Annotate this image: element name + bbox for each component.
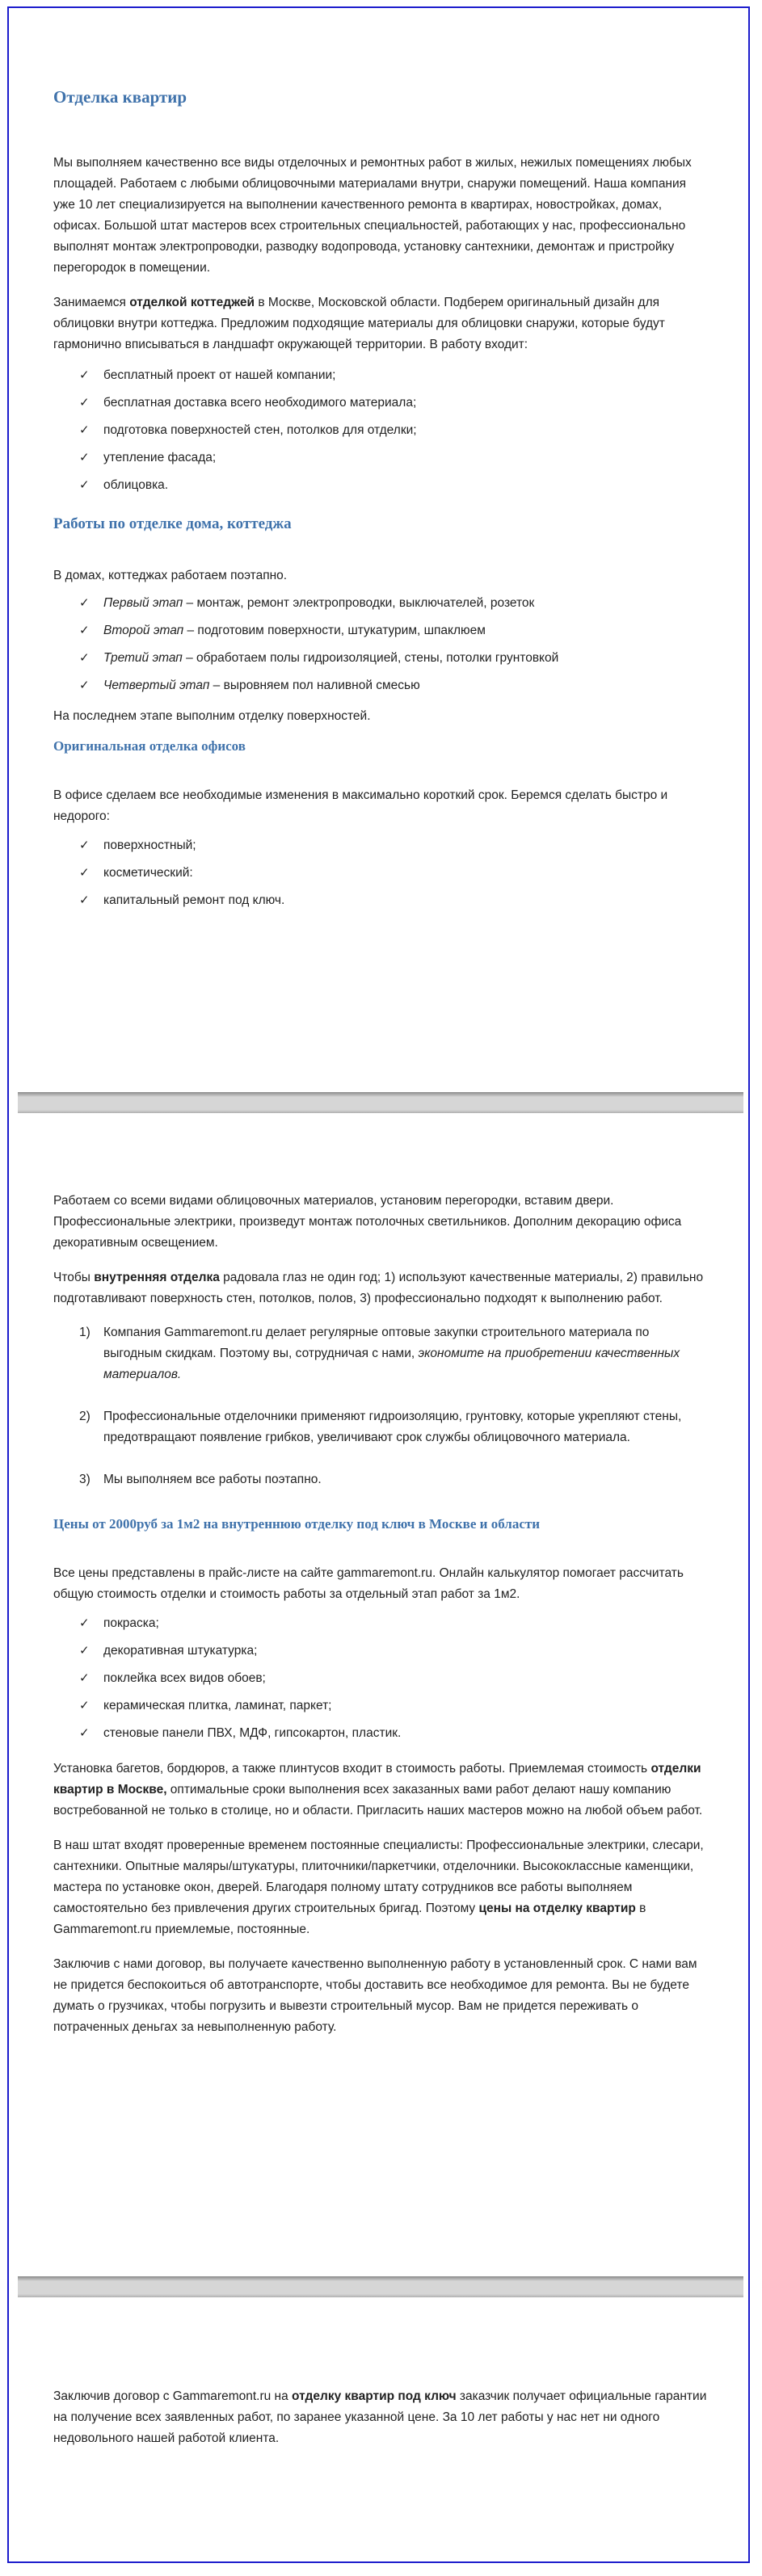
final-paragraph (53, 2386, 708, 2449)
list-item (53, 475, 708, 496)
stage-name: Третий этап (103, 651, 183, 665)
office-intro: В офисе сделаем все необходимые изменения в максимально короткий срок. Беремся сделать быстро и недорого: (53, 788, 668, 823)
check-mark-icon: ✓ (79, 1671, 90, 1685)
prices-section-heading: Цены от 2000руб за 1м2 на внутреннюю отделку под ключ в Москве и области (53, 1516, 541, 1532)
list-item (53, 448, 708, 469)
list-item-text: керамическая плитка, ламинат, паркет; (103, 1699, 332, 1712)
list-item (53, 1668, 708, 1689)
check-mark-icon: ✓ (79, 596, 90, 610)
page-separator (18, 1092, 743, 1113)
list-item (53, 365, 708, 386)
inner-text-post: радовала глаз не один год; 1) используют качественные материалы, 2) правильно подготавливают поверхность стен, потолков, полов, 3) профессионально подходят к выполнению работ. (53, 1271, 704, 1305)
list-item (53, 620, 708, 641)
contract-paragraph: Заключив с нами договор, вы получаете качественно выполненную работу в установленный срок. С нами вам не придется беспокоиться об автотранспорте, чтобы доставить все необходимое для ремонта. Вы не будете думать о грузчиках, чтобы погрузить и вывезти строительный мусор. Вам не придется переживать о потраченных деньгах за невыполненную работу. (53, 1957, 697, 2034)
baget-text-post: оптимальные сроки выполнения всех заказанных вами работ делают нашу компанию востребованной не только в столице, но и области. Пригласить наших мастеров можно на любой объем работ. (53, 1783, 703, 1817)
check-mark-icon: ✓ (79, 1726, 90, 1740)
stages-list (53, 593, 708, 696)
list-item-text: подготовка поверхностей стен, потолков для отделки; (103, 423, 417, 437)
check-mark-icon: ✓ (79, 1644, 90, 1658)
inner-finish-paragraph (53, 1267, 708, 1309)
stage-name: Второй этап (103, 624, 184, 637)
list-item-text: утепление фасада; (103, 451, 217, 464)
check-mark-icon: ✓ (79, 1699, 90, 1712)
office-section-heading: Оригинальная отделка офисов (53, 738, 246, 754)
cottage-services-list (53, 365, 708, 496)
inner-bold-term: внутренняя отделка (94, 1271, 220, 1284)
check-mark-icon: ✓ (79, 1616, 90, 1630)
stage-text: – подготовим поверхности, штукатурим, шпаклюем (183, 624, 486, 637)
item-text: Мы выполняем все работы поэтапно. (103, 1473, 322, 1486)
numbered-item (53, 1406, 708, 1448)
house-section-heading: Работы по отделке дома, коттеджа (53, 515, 292, 532)
stage-text: – обработаем полы гидроизоляцией, стены, потолки грунтовкой (182, 651, 559, 665)
intro-paragraph: Мы выполняем качественно все виды отделочных и ремонтных работ в жилых, нежилых помещениях любых площадей. Работаем с любыми облицовочными материалами внутри, снаружи помещений. Наша компания уже 10 лет специализируется на выполнении качественного ремонта в квартирах, новостройках, домах, офисах. Большой штат мастеров всех строительных специальностей, работающих у нас, профессионально выполнят монтаж электропроводки, разводку водопровода, установку сантехники, демонтаж и пристройку перегородок в помещении. (53, 156, 692, 275)
check-mark-icon: ✓ (79, 624, 90, 637)
cottage-text-post: в Москве, Московской области. Подберем оригинальный дизайн для облицовки внутри коттеджа. Предложим подходящие материалы для облицовки снаружи, которые будут гармонично вписываться в ландшафт окружающей территории. В работу входит: (53, 296, 665, 351)
prices-intro: Все цены представлены в прайс-листе на сайте gammaremont.ru. Онлайн калькулятор помогает рассчитать общую стоимость отделки и стоимость работы за отдельный этап работ за 1м2. (53, 1566, 684, 1601)
list-item (53, 675, 708, 696)
list-item-text: покраска; (103, 1616, 159, 1630)
prices-services-list (53, 1613, 708, 1744)
check-mark-icon: ✓ (79, 478, 90, 492)
item-italic: экономите на приобретении качественных материалов. (103, 1347, 680, 1381)
office-repair-list (53, 835, 708, 911)
item-number: 2) (79, 1410, 91, 1423)
check-mark-icon: ✓ (79, 866, 90, 880)
numbered-list (53, 1322, 708, 1490)
list-item (53, 1723, 708, 1744)
page-title: Отделка квартир (53, 87, 187, 107)
check-mark-icon: ✓ (79, 838, 90, 852)
list-item-text: бесплатная доставка всего необходимого материала; (103, 396, 417, 410)
list-item (53, 1613, 708, 1634)
final-bold-term: отделку квартир под ключ (292, 2389, 457, 2403)
final-text-pre: Заключив договор с Gammaremont.ru на (53, 2389, 293, 2403)
check-mark-icon: ✓ (79, 679, 90, 692)
list-item (53, 393, 708, 414)
list-item-text: стеновые панели ПВХ, МДФ, гипсокартон, пластик. (103, 1726, 402, 1740)
list-item (53, 1641, 708, 1662)
check-mark-icon: ✓ (79, 368, 90, 382)
list-item-text: поклейка всех видов обоев; (103, 1671, 266, 1685)
list-item-text: облицовка. (103, 478, 169, 492)
list-item-text: косметический: (103, 866, 193, 880)
page-3 (18, 2297, 743, 2556)
page-2 (18, 1113, 743, 2276)
cottage-paragraph (53, 292, 708, 355)
check-mark-icon: ✓ (79, 396, 90, 410)
check-mark-icon: ✓ (79, 893, 90, 907)
check-mark-icon: ✓ (79, 651, 90, 665)
list-item (53, 890, 708, 911)
final-text-post: заказчик получает официальные гарантии на получение всех заявленных работ, по заранее указанной цене. За 10 лет работы у нас нет ни одного недовольного нашей работой клиента. (53, 2389, 707, 2445)
staff-paragraph (53, 1835, 708, 1940)
list-item-text: капитальный ремонт под ключ. (103, 893, 285, 907)
item-text: Профессиональные отделочники применяют гидроизоляцию, грунтовку, которые укрепляют стены, предотвращают появление грибков, увеличивают срок службы облицовочного материала. (103, 1410, 682, 1444)
list-item-text: поверхностный; (103, 838, 196, 852)
staff-bold-term: цены на отделку квартир (478, 1902, 636, 1915)
list-item (53, 835, 708, 856)
list-item (53, 593, 708, 614)
house-final: На последнем этапе выполним отделку поверхностей. (53, 709, 371, 723)
item-number: 3) (79, 1473, 91, 1486)
list-item (53, 1696, 708, 1717)
staff-text-pre: В наш штат входят проверенные временем постоянные специалисты: Профессиональные электрики, слесари, сантехники. Опытные маляры/штукатуры, плиточники/паркетчики, отделочники. Высококлассные каменщики, мастера по установке окон, дверей. Благодаря полному штату сотрудников все работы выполняем самостоятельно без привлечения других строительных бригад. Поэтому (53, 1838, 704, 1915)
item-text: Компания Gammaremont.ru делает регулярные оптовые закупки строительного материала по выгодным скидкам. Поэтому вы, сотрудничая с нами, (103, 1326, 650, 1360)
baget-text-pre: Установка багетов, бордюров, а также плинтусов входит в стоимость работы. Приемлемая стоимость (53, 1762, 651, 1775)
list-item-text: бесплатный проект от нашей компании; (103, 368, 336, 382)
list-item (53, 863, 708, 884)
house-intro: В домах, коттеджах работаем поэтапно. (53, 569, 288, 582)
stage-text: – выровняем пол наливной смесью (209, 679, 420, 692)
stage-name: Первый этап (103, 596, 183, 610)
numbered-item (53, 1469, 708, 1490)
inner-text-pre: Чтобы (53, 1271, 95, 1284)
cottage-bold-term: отделкой коттеджей (129, 296, 255, 309)
stage-text: – монтаж, ремонт электропроводки, выключателей, розеток (183, 596, 535, 610)
baget-paragraph (53, 1759, 708, 1822)
baget-bold-term: отделки квартир в Москве, (53, 1762, 701, 1796)
list-item (53, 648, 708, 669)
item-number: 1) (79, 1326, 91, 1339)
list-item (53, 420, 708, 441)
cottage-text-pre: Занимаемся (53, 296, 130, 309)
staff-text-post: в Gammaremont.ru приемлемые, постоянные. (53, 1902, 646, 1936)
check-mark-icon: ✓ (79, 423, 90, 437)
check-mark-icon: ✓ (79, 451, 90, 464)
list-item-text: декоративная штукатурка; (103, 1644, 258, 1658)
stage-name: Четвертый этап (103, 679, 210, 692)
page-1 (18, 11, 743, 1092)
page-separator (18, 2276, 743, 2297)
numbered-item (53, 1322, 708, 1385)
page2-intro: Работаем со всеми видами облицовочных материалов, установим перегородки, вставим двери. Профессиональные электрики, произведут монтаж потолочных светильников. Дополним декорацию офиса декоративным освещением. (53, 1194, 682, 1250)
